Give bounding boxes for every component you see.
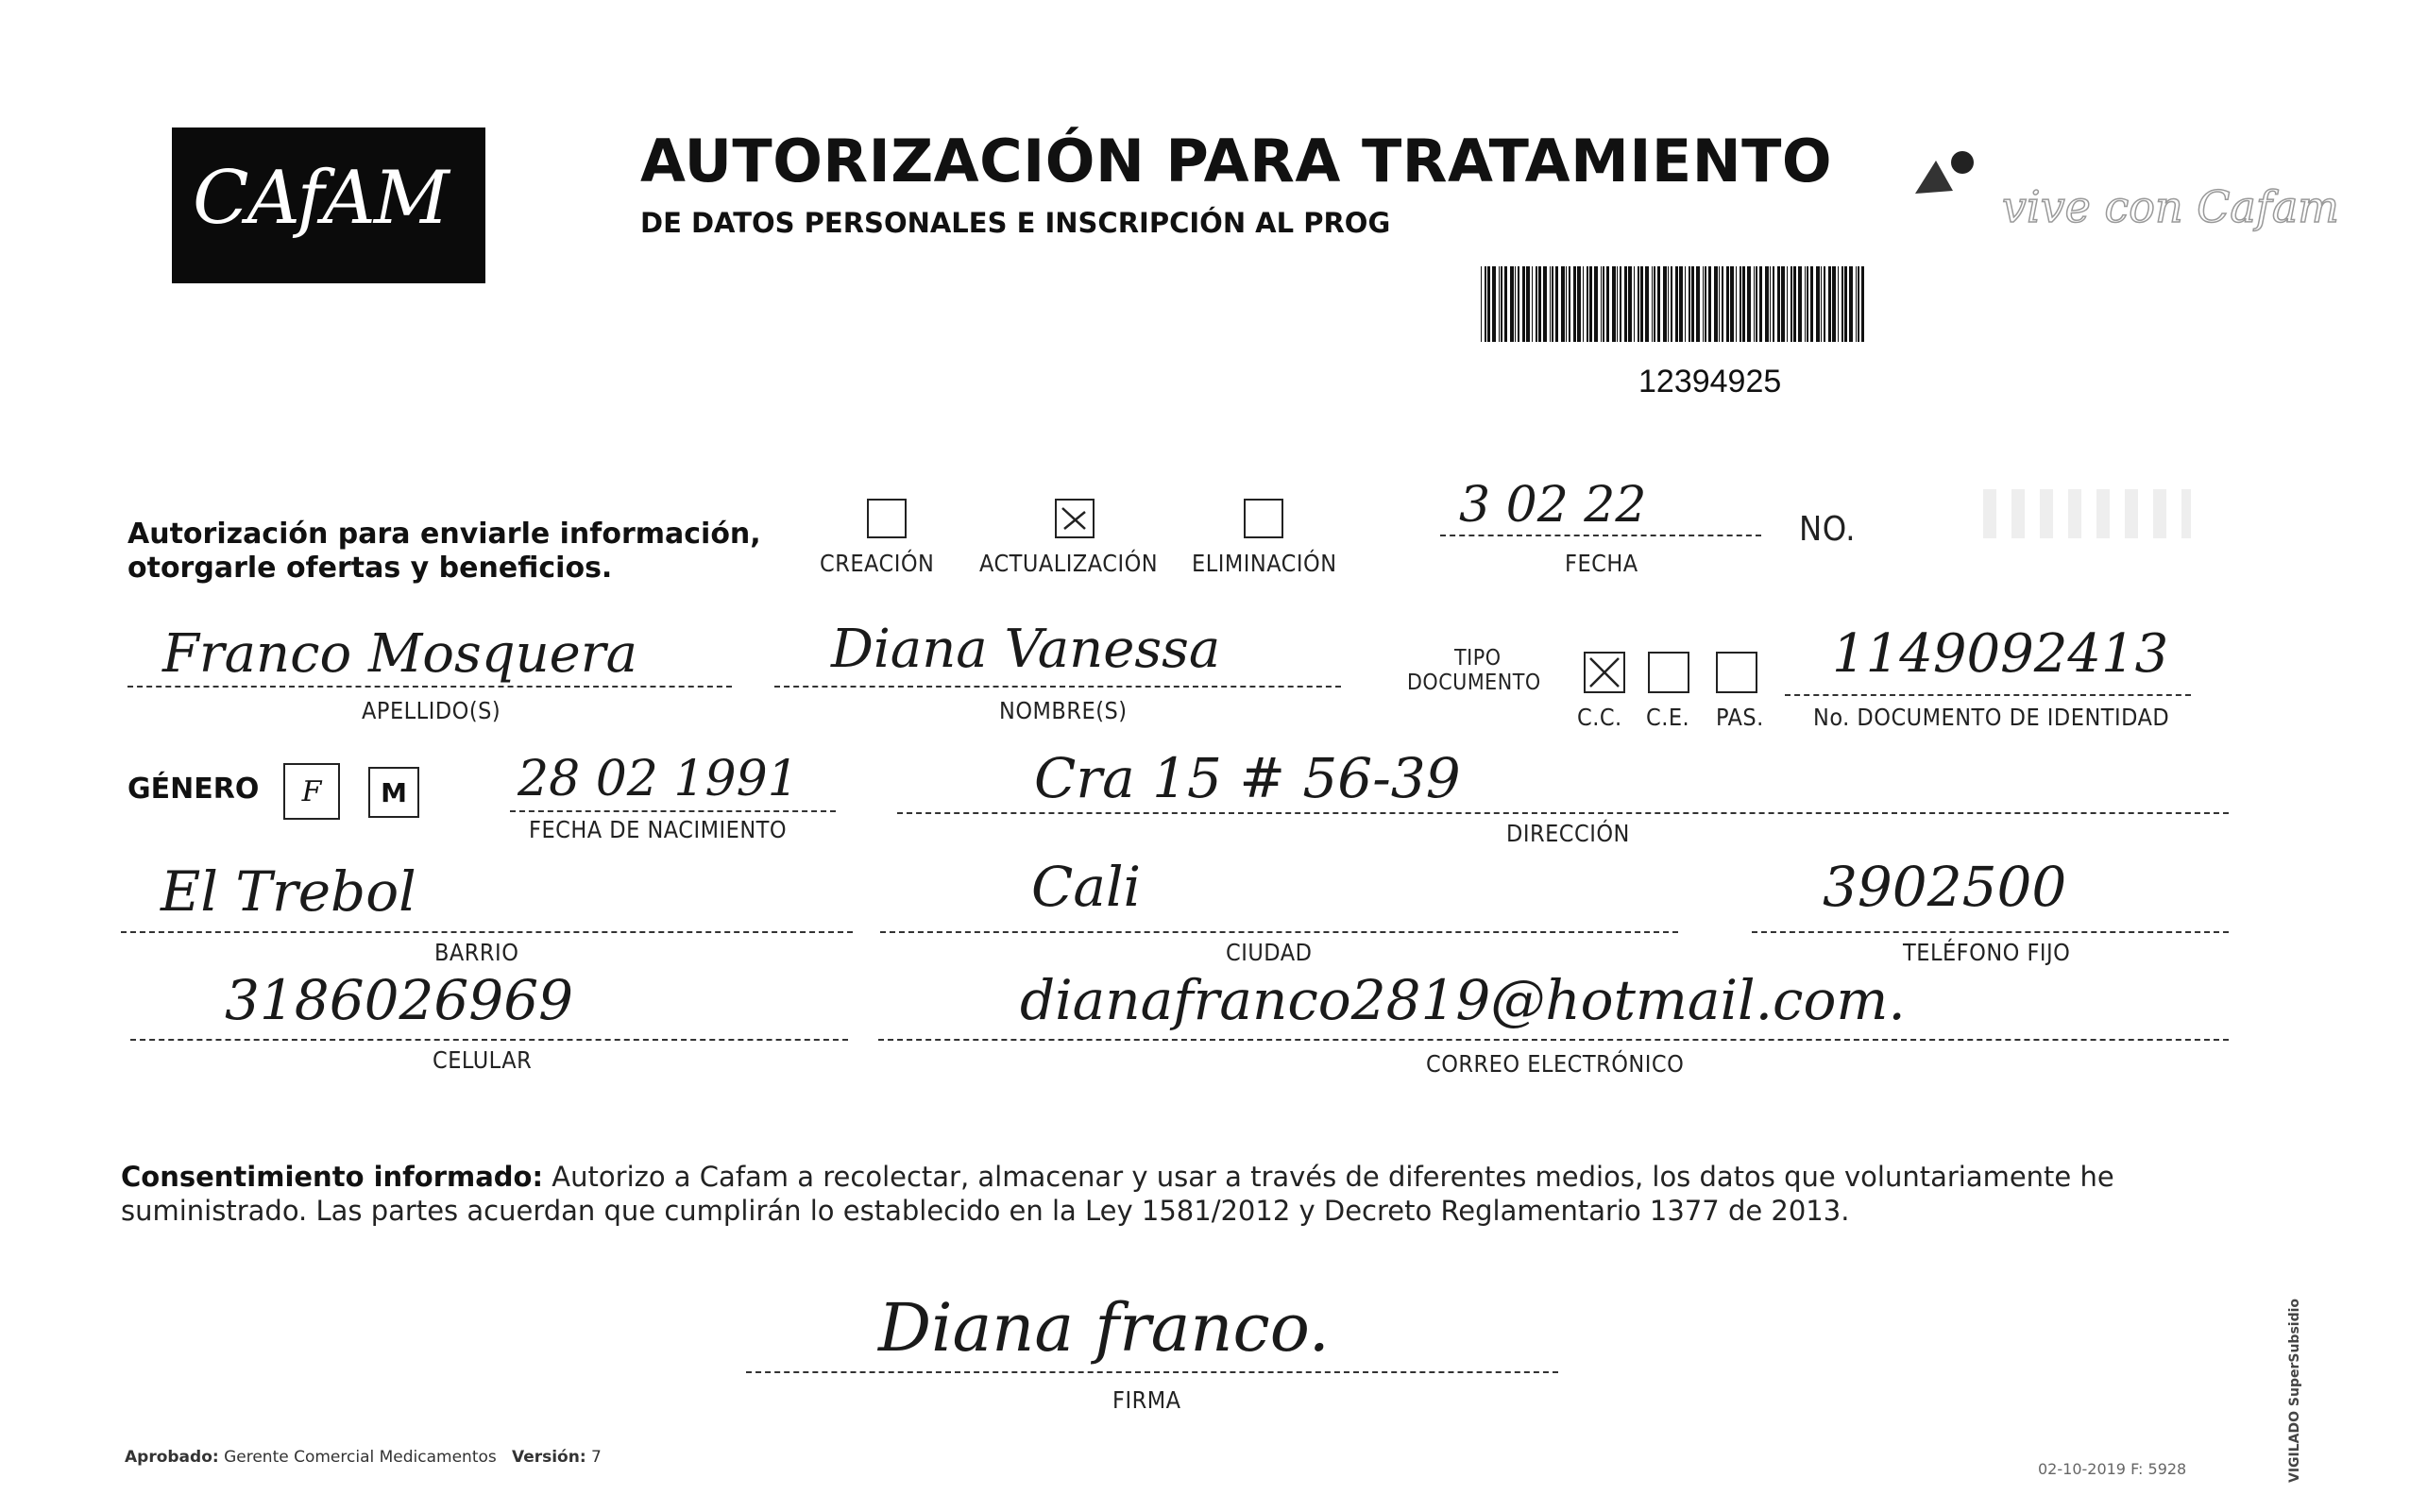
barcode-bar [1543,266,1547,342]
signature-value[interactable]: Diana franco. [878,1289,1330,1367]
barcode-bar [1703,266,1704,342]
barcode-bar [1858,266,1859,342]
barcode-bar [1550,266,1551,342]
creacion-checkbox[interactable] [867,499,907,538]
neighborhood-label: BARRIO [434,939,519,966]
barcode-bar [1634,266,1635,342]
email-line [878,1039,2229,1041]
barcode-bar [1522,266,1525,342]
ce-label: C.E. [1646,704,1690,731]
barcode-bar [1638,266,1639,342]
address-line [897,812,2229,814]
barcode-bar [1552,266,1553,342]
barcode-bar [1594,266,1598,342]
barcode-bar [1587,266,1588,342]
gender-label: GÉNERO [127,773,260,806]
doc-type-label-2: DOCUMENTO [1407,671,1541,695]
barcode-bar [1685,266,1686,342]
barcode-bar [1532,266,1533,342]
surnames-line [127,686,732,688]
actualizacion-checkbox[interactable] [1055,499,1095,538]
barcode-bar [1624,266,1627,342]
actualizacion-label: ACTUALIZACIÓN [979,550,1159,577]
consent-paragraph [121,1160,2236,1228]
barcode-bar [1492,266,1496,342]
neighborhood-value[interactable]: El Trebol [161,859,416,924]
stamp-text: vive con Cafam [2002,181,2339,232]
names-label: NOMBRE(S) [999,697,1128,724]
date-line [1440,535,1761,536]
barcode-bar [1499,266,1500,342]
mobile-line [130,1039,848,1041]
barcode-bar [1816,266,1820,342]
barcode-bar [1742,266,1745,342]
barcode-bar [1561,266,1565,342]
surnames-value[interactable]: Franco Mosquera [162,623,637,685]
ce-checkbox[interactable] [1648,652,1689,693]
barcode-bar [1589,266,1592,342]
doc-type-label-1: TIPO [1454,646,1502,671]
birth-date-label: FECHA DE NACIMIENTO [529,816,788,843]
barcode-bar [1719,266,1720,342]
mobile-label: CELULAR [433,1046,533,1074]
barcode-bar [1708,266,1711,342]
barcode-bar [1573,266,1576,342]
barcode-bar [1832,266,1836,342]
barcode-bar [1617,266,1618,342]
form-title: AUTORIZACIÓN PARA TRATAMIENTO [640,127,1833,195]
barcode-bar [1781,266,1785,342]
footer-approved: Aprobado: Gerente Comercial Medicamentos Versión: 7 [125,1448,602,1467]
barcode-bar [1805,266,1806,342]
barcode-bar [1601,266,1602,342]
barcode-bar [1536,266,1537,342]
vive-con-cafam-stamp [1908,142,2339,297]
consent-text: Autorizo a Cafam a recolectar, almacenar y usar a través de diferentes medios, los datos que voluntariamente he suministrado. Las partes acuerdan que cumplirán lo establecido en la Ley 1581/2012 y Decreto Reglamentario 1377 de 2013. [121,1161,2114,1227]
barcode-bar [1696,266,1700,342]
authorization-heading-line2: otorgarle ofertas y beneficios. [127,552,613,585]
stamp-emblem-icon [1915,161,1953,194]
barcode-bar [1566,266,1567,342]
barcode-bar [1569,266,1570,342]
barcode-bar [1640,266,1643,342]
form-subtitle: DE DATOS PERSONALES E INSCRIPCIÓN AL PROG [640,207,1391,239]
pas-label: PAS. [1716,704,1764,731]
eliminacion-checkbox[interactable] [1244,499,1283,538]
cafam-logo [172,127,485,283]
barcode-bar [1657,266,1660,342]
barcode-bar [1481,266,1482,342]
email-value[interactable]: dianafranco2819@hotmail.com. [1020,968,1906,1032]
barcode-bar [1824,266,1825,342]
eliminacion-label: ELIMINACIÓN [1192,550,1337,577]
barcode [1481,266,1866,342]
barcode-bar [1828,266,1831,342]
pas-checkbox[interactable] [1716,652,1757,693]
barcode-bar [1603,266,1604,342]
barcode-bar [1612,266,1616,342]
form-number-faded [1983,489,2191,538]
barcode-bar [1518,266,1519,342]
no-label: NO. [1799,510,1857,549]
barcode-bar [1754,266,1755,342]
neighborhood-line [121,931,853,933]
barcode-bar [1787,266,1788,342]
barcode-bar [1770,266,1771,342]
barcode-bar [1689,266,1690,342]
surnames-label: APELLIDO(S) [362,697,501,724]
barcode-bar [1671,266,1672,342]
barcode-bar [1807,266,1808,342]
creacion-label: CREACIÓN [820,550,935,577]
city-line [880,931,1678,933]
barcode-bar [1791,266,1792,342]
cc-label: C.C. [1577,704,1622,731]
barcode-bar [1485,266,1486,342]
barcode-bar [1777,266,1780,342]
barcode-bar [1740,266,1741,342]
barcode-bar [1583,266,1584,342]
phone-label: TELÉFONO FIJO [1903,939,2071,966]
barcode-bar [1526,266,1530,342]
doc-number-line [1785,694,2191,696]
mobile-value[interactable]: 3186026969 [225,968,574,1032]
city-label: CIUDAD [1226,939,1313,966]
barcode-bar [1487,266,1490,342]
barcode-bar [1849,266,1853,342]
barcode-bar [1668,266,1669,342]
barcode-bar [1705,266,1706,342]
names-value[interactable]: Diana Vanessa [831,619,1221,680]
barcode-bar [1515,266,1516,342]
address-label: DIRECCIÓN [1506,820,1630,847]
barcode-bar [1714,266,1718,342]
gender-m-checkbox[interactable]: M [368,767,419,818]
barcode-bar [1722,266,1723,342]
names-line [774,686,1341,688]
barcode-bar [1861,266,1864,342]
barcode-bar [1628,266,1632,342]
barcode-bar [1810,266,1813,342]
email-label: CORREO ELECTRÓNICO [1426,1050,1685,1078]
logo-text: CAfAM [193,156,448,241]
signature-label: FIRMA [1112,1386,1181,1414]
date-value[interactable]: 3 02 22 [1459,477,1647,534]
barcode-bar [1663,266,1667,342]
city-value[interactable]: Cali [1031,855,1142,919]
barcode-bar [1726,266,1729,342]
barcode-bar [1675,266,1678,342]
authorization-heading-line1: Autorización para enviarle información, [127,518,761,551]
barcode-bar [1856,266,1857,342]
stamp-dot-icon [1951,151,1974,174]
barcode-bar [1730,266,1734,342]
barcode-bar [1504,266,1507,342]
barcode-bar [1821,266,1822,342]
barcode-bar [1765,266,1769,342]
birth-date-line [510,810,836,812]
barcode-bar [1747,266,1751,342]
barcode-bar [1645,266,1649,342]
barcode-number: 12394925 [1638,364,1782,399]
barcode-bar [1756,266,1757,342]
doc-number-label: No. DOCUMENTO DE IDENTIDAD [1813,704,2170,731]
barcode-bar [1501,266,1502,342]
signature-line [746,1371,1558,1373]
doc-number-value[interactable]: 1149092413 [1832,623,2169,685]
barcode-bar [1759,266,1762,342]
barcode-bar [1510,266,1514,342]
barcode-bar [1844,266,1847,342]
phone-line [1752,931,2229,933]
date-label: FECHA [1565,550,1638,577]
barcode-bar [1555,266,1558,342]
barcode-bar [1620,266,1621,342]
phone-value[interactable]: 3902500 [1823,855,2067,919]
consent-heading: Consentimiento informado: [121,1161,544,1193]
cc-checkbox[interactable] [1584,652,1625,693]
barcode-bar [1773,266,1774,342]
barcode-bar [1841,266,1843,342]
address-value[interactable]: Cra 15 # 56-39 [1034,746,1461,810]
barcode-bar [1679,266,1683,342]
barcode-bar [1606,266,1609,342]
barcode-bar [1538,266,1541,342]
supersubsidio-side-text: VIGILADO SuperSubsidio [2287,1298,2302,1483]
check-mark-icon [1057,501,1093,536]
barcode-bar [1654,266,1655,342]
barcode-bar [1691,266,1694,342]
barcode-bar [1793,266,1796,342]
birth-date-value[interactable]: 28 02 1991 [518,751,799,807]
gender-f-checkbox[interactable]: F [283,763,340,820]
barcode-bar [1736,266,1737,342]
barcode-bar [1838,266,1839,342]
barcode-bar [1798,266,1802,342]
barcode-bar [1652,266,1653,342]
footer-date-code: 02-10-2019 F: 5928 [2038,1460,2187,1478]
check-mark-icon [1586,654,1623,691]
barcode-bar [1577,266,1581,342]
